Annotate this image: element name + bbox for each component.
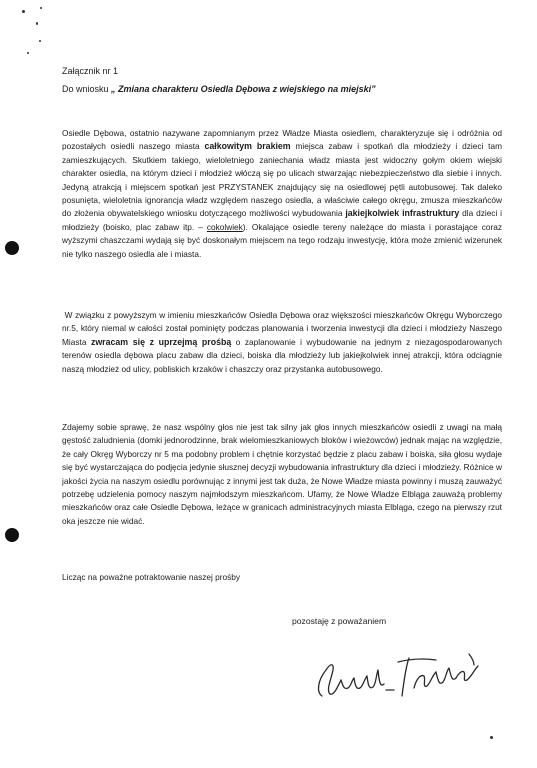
closing-phrase: pozostaję z poważaniem (292, 616, 387, 626)
emphasis-text: zwracam się z uprzejmą prośbą (90, 336, 232, 347)
underlined-text: cokolwiek (206, 221, 243, 232)
subject-title: „ Zmiana charakteru Osiedla Dębowa z wiejskiego na miejski” (111, 84, 376, 94)
paragraph-closing-request (62, 571, 502, 584)
paragraph-text: o zaplanowanie i wybudowanie na jednym z niezagospodarowanych terenów osiedla dębowa placu zabaw dla dzieci, boiska dla młodzieży lub jakiejkolwiek innej atrakcji, która odciągnie naszą młodzież od ulicy, pobliskich krzaków i chaszczy oraz przystanka autobusowego. (62, 336, 502, 374)
scan-speck (490, 736, 493, 739)
paragraph-text: W związku z powyższym w imieniu mieszkańców Osiedla Dębowa oraz większości mieszkańców Okręgu Wyborczego nr.5, który niemal w całości został pominięty podczas planowania i tworzenia inwestycji dla dzieci i młodzieży Naszego Miasta (62, 310, 502, 347)
paragraph-text: Osiedle Dębowa, ostatnio nazywane zapomnianym przez Władze Miasta osiedlem, charakteryzuje się i odróżnia od pozostałych osiedli naszego miasta (62, 128, 502, 152)
paragraph-request (62, 309, 502, 376)
scan-speck (36, 22, 38, 25)
paragraph-text: Zdajemy sobie sprawę, że nasz wspólny głos nie jest tak silny jak głos innych mieszkańców osiedli z uwagi na małą gęstość zaludnienia (domki jednorodzinne, brak wielomieszkaniowych bloków i wieżowców) jednak mając na względzie, że cały Okręg Wyborczy nr 5 ma podobny problem i chętnie korzystać będzie z placu zabaw i boiska, siła głosu wydaje się być wystarczająca do podjęcia jedynie słusznej decyzji wybudowania infrastruktury dla dzieci i młodzieży. Różnice w jakości życia na naszym osiedlu porównując z innymi jest tak duża, że Nowe Władze miasta powinny i muszą zauważyć potrzebę udzielenia pomocy naszym najmłodszym mieszkańcom. Ufamy, że Nowe Władze Elbląga zauważą problemy mieszkańców oraz całe Osiedle Dębowa, leżące w granicach administracyjnych miasta Elbląga, czego na pierwszy rzut oka jeszcze nie widać. (62, 422, 502, 526)
paragraph-text: dla dzieci i młodzieży (boisko, plac zabaw itp. – (62, 208, 503, 232)
annex-label: Załącznik nr 1 (62, 66, 119, 76)
scan-speck (39, 40, 41, 42)
punch-hole-bottom (5, 528, 19, 542)
scan-speck (40, 7, 42, 9)
signature-drawing (286, 640, 486, 706)
paragraph-text: ). Okalające osiedle tereny należące do miasta i porastające coraz wyższymi chaszczami wydają się być doskonałym miejscem na tego rodzaju inwestycję, która może zmienić wizerunek nie tylko naszego osiedla ale i miasta. (62, 221, 503, 259)
handwritten-signature (286, 640, 486, 711)
emphasis-text: całkowitym brakiem (204, 141, 291, 152)
paragraph-justification (62, 421, 502, 528)
paragraph-intro (62, 127, 502, 261)
subject-prefix: Do wniosku (62, 84, 112, 94)
document-subject (62, 84, 376, 94)
punch-hole-top (5, 241, 19, 255)
emphasis-text: jakiejkolwiek infrastruktury (345, 208, 460, 219)
scan-speck (22, 10, 25, 13)
scan-speck (27, 52, 29, 54)
paragraph-text: Licząc na poważne potraktowanie naszej prośby (62, 572, 241, 582)
paragraph-text: miejsca zabaw i spotkań dla młodzieży i dzieci tam zamieszkujących. Skutkiem takiego, wieloletniego zaniechania władz miasta jest widoczny gołym okiem wiejski charakter osiedla, na którym dzieci i młodzież włóczą się po ulicach stwarzając niebezpieczeństwo dla siebie i innych. Jedyną atrakcją i miejscem spotkań jest PRZYSTANEK znajdujący się na osiedlowej pętli autobusowej. Tak daleko posunięta, wieloletnia ignorancja władz względem naszego osiedla, a właściwie całego okręgu, zmusza mieszkańców do złożenia obywatelskiego wniosku dotyczącego możliwości wybudowania (62, 141, 502, 219)
